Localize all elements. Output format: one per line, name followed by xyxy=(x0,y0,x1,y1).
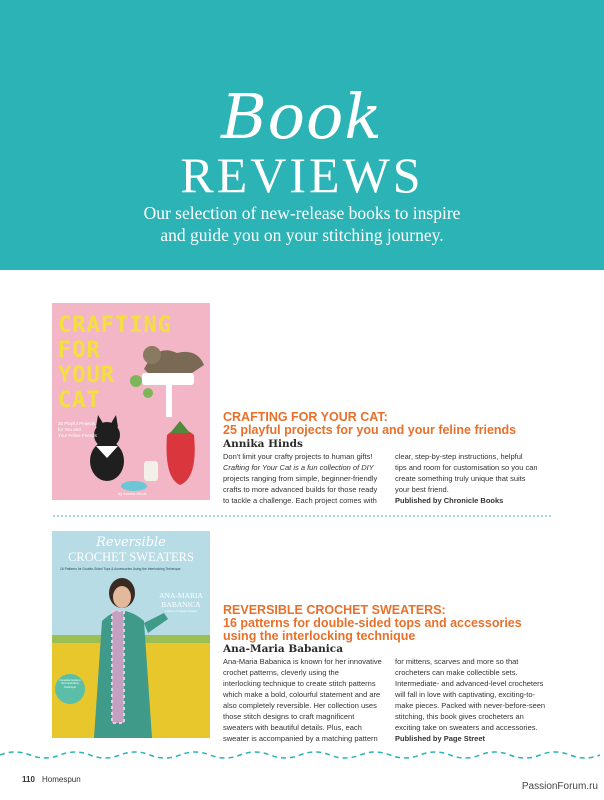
cover-title-line1: CRAFTING xyxy=(58,313,172,338)
body-line: exciting take on sweaters and accessories. xyxy=(395,723,538,732)
cover-title-line2: FOR xyxy=(58,338,101,363)
body-line: crochet patterns, cleverly using the xyxy=(223,668,339,677)
body-line: clear, step-by-step instructions, helpful xyxy=(395,452,523,461)
cover-script-title: Reversible xyxy=(96,535,166,550)
review-body-col2 xyxy=(395,656,595,744)
book-cover-reversible-crochet-sweaters xyxy=(52,531,210,738)
watermark: PassionForum.ru xyxy=(521,781,598,792)
scarf-shape xyxy=(112,611,124,723)
cover-tagline: 16 Patterns for Double-Sided Tops & Accessories Using the Interlocking Technique xyxy=(60,567,181,571)
cover-author xyxy=(156,591,206,614)
body-line: sweater is accompanied by a matching pattern xyxy=(223,734,378,743)
cover-tagline-line2: for You and xyxy=(58,427,81,432)
review-title xyxy=(223,604,593,643)
cover-tagline-line1: 25 Playful Projects xyxy=(58,421,96,426)
cover-author-line2: BABANICA xyxy=(161,600,201,609)
book-cover-crafting-for-your-cat xyxy=(52,303,210,500)
body-line: Don't limit your crafty projects to human gifts! xyxy=(223,452,373,461)
review-title-line1: CRAFTING FOR YOUR CAT: xyxy=(223,410,388,424)
body-line: Intermediate- and advanced-level crocheters xyxy=(395,679,544,688)
body-line: your best friend. xyxy=(395,485,449,494)
body-line: crocheters can make collectible sets. xyxy=(395,668,518,677)
body-line: will fall in love with captivating, exciting-to- xyxy=(395,690,536,699)
cover-tagline-line3: Your Feline Friends xyxy=(58,433,97,438)
cover-author-line1: ANA-MARIA xyxy=(159,591,203,600)
body-line: stitching, this book gives crocheters an xyxy=(395,712,524,721)
review-title-line3: using the interlocking technique xyxy=(223,629,416,643)
review-body-col1 xyxy=(223,656,391,744)
header-banner xyxy=(0,0,604,270)
review-title xyxy=(223,411,593,437)
body-line: which make a bold, colourful statement and are xyxy=(223,690,381,699)
body-line: interlocking technique to create stitch patterns xyxy=(223,679,376,688)
cover-title-line4: CAT xyxy=(58,388,101,413)
magazine-name: Homespun xyxy=(42,775,81,784)
body-line: crafts to more advanced builds for those ready xyxy=(223,485,378,494)
cover-title-line3: YOUR xyxy=(58,363,115,388)
body-line: make pieces. Packed with never-before-seen xyxy=(395,701,546,710)
cover-author-sub: Creator of Leanna Designs xyxy=(164,609,198,613)
cover-author: by Annika Hinds xyxy=(118,491,147,496)
review-title-line1: REVERSIBLE CROCHET SWEATERS: xyxy=(223,603,446,617)
body-line: Crafting for Your Cat is a fun collection of DIY xyxy=(223,463,374,472)
page-title: REVIEWS xyxy=(180,147,424,203)
review-author: Annika Hinds xyxy=(223,438,303,450)
body-line: create something truly unique that suits xyxy=(395,474,526,483)
section-divider xyxy=(53,515,551,517)
cover-badge-text: Complete Guide to the Interlocking Technique xyxy=(59,679,81,689)
body-line: Ana-Maria Babanica is known for her innovative xyxy=(223,657,382,666)
body-line: projects ranging from simple, beginner-friendly xyxy=(223,474,378,483)
header-subtitle xyxy=(90,202,514,246)
strawberry-shape xyxy=(167,429,195,485)
review-author: Ana-Maria Babanica xyxy=(223,643,343,655)
cover-tagline xyxy=(58,421,97,439)
body-line: sweaters with beautiful details. Plus, each xyxy=(223,723,362,732)
body-line: tips and room for customisation so you can xyxy=(395,463,538,472)
page-number: 110 xyxy=(22,775,35,784)
body-line: for mittens, scarves and more so that xyxy=(395,657,519,666)
cover-title: CROCHET SWEATERS xyxy=(68,550,194,564)
body-line: to tackle a challenge. Each project comes with xyxy=(223,496,377,505)
review-body-col2 xyxy=(395,451,595,506)
body-line: those stitch designs to craft magnificent xyxy=(223,712,355,721)
review-body-col1 xyxy=(223,451,391,506)
footer-wave-divider xyxy=(0,748,604,762)
body-line: also completely reversible. Her collection uses xyxy=(223,701,377,710)
publisher: Published by Page Street xyxy=(395,734,486,743)
review-title-line2: 25 playful projects for you and your feline friends xyxy=(223,423,517,437)
header-subtitle-line1: Our selection of new-release books to inspire xyxy=(143,203,461,223)
cover-title xyxy=(58,313,172,413)
header-subtitle-line2: and guide you on your stitching journey. xyxy=(160,225,444,245)
review-title-line2: 16 patterns for double-sided tops and accessories xyxy=(223,616,522,630)
header-script-title: Book xyxy=(221,80,383,153)
publisher: Published by Chronicle Books xyxy=(395,496,504,505)
